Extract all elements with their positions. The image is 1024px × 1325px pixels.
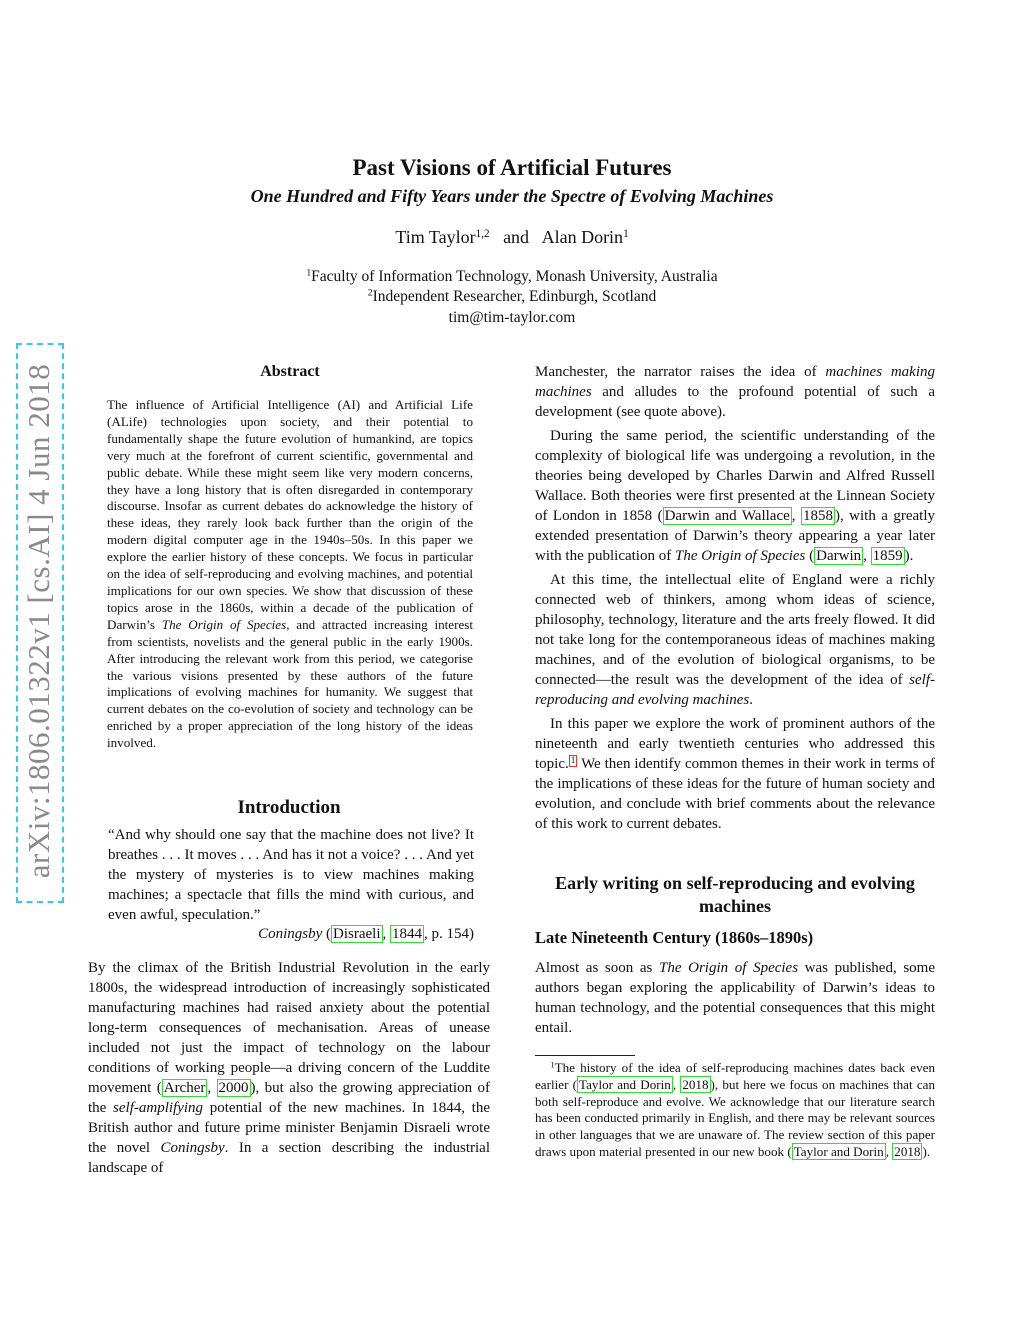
- paragraph-text: ), with a greatly extended presentation of Darwin’s theory appearing a year later with the publication of: [535, 508, 936, 564]
- footnote-rule: [535, 1055, 635, 1056]
- citation-link-author[interactable]: Darwin: [816, 548, 862, 564]
- abstract-text: , and attracted increasing interest from scientists, novelists and the general public in the early 1900s. After introducing the relevant work from this period, we categorise the various visions presented by these authors of the future implications of evolving machines for humanity. We suggest that current debates on the co-evolution of society and technology can be enriched by a proper appreciation of the long history of the ideas involved.: [107, 616, 473, 751]
- affiliation-1: [0, 268, 1024, 286]
- citation-link-year[interactable]: 2000: [218, 1080, 249, 1096]
- introduction-paragraph: [88, 958, 490, 1178]
- citation-punct: (: [322, 926, 332, 942]
- citation-page: , p. 154): [424, 926, 474, 942]
- emphasis-text: machines making machines: [535, 364, 935, 400]
- paragraph-text: . In a section describing the industrial landscape of: [88, 1140, 490, 1176]
- paragraph-text: During the same period, the scientific understanding of the complexity of biological life was undergoing a revolution, in the theories being developed by Charles Darwin and Alfred Russell Wallace. Both theories were first presented at the Linnean Society of London in 1858 (: [535, 428, 935, 524]
- paragraph: [535, 714, 935, 834]
- paragraph-text: ), but also the growing appreciation of the: [88, 1080, 490, 1116]
- introduction-heading: Introduction: [237, 797, 341, 818]
- paragraph-text: .: [749, 692, 754, 708]
- book-title: The Origin of Species: [674, 548, 806, 564]
- affiliation-2: [0, 288, 1024, 306]
- affiliation-text: Independent Researcher, Edinburgh, Scotland: [372, 288, 657, 305]
- epigraph-book-title: Coningsby: [258, 926, 323, 942]
- affiliation-text: Faculty of Information Technology, Monash University, Australia: [311, 268, 718, 285]
- citation-link-year[interactable]: 2018: [682, 1076, 709, 1092]
- subsection-heading: Late Nineteenth Century (1860s–1890s): [535, 928, 814, 947]
- paragraph-text: Manchester, the narrator raises the idea of: [535, 364, 826, 380]
- author-line: [0, 227, 1024, 248]
- paragraph-text: was published, some authors began exploring the applicability of Darwin’s ideas to human technology, and the potential consequences that this might entail.: [535, 960, 935, 1036]
- footnote-number: 1: [550, 1060, 555, 1070]
- abstract-text: The influence of Artificial Intelligence (AI) and Artificial Life (ALife) technologies upon society, and their potential to fundamentally shape the future evolution of humankind, are topics very much at the forefront of current scientific, governmental and public debate. While these might seem like very modern concerns, they have a long history that is often disregarded in contemporary discourse. Insofar as current debates do acknowledge the history of these ideas, they rarely look back further than the origin of the modern digital computer age in the 1940s–50s. In this paper we explore the earlier history of these concepts. We focus in particular on the idea of self-reproducing and evolving machines, and potential implications for our own species. We show that discussion of these topics arose in the 1860s, within a decade of the publication of Darwin’s: [107, 397, 473, 632]
- right-column-body: [535, 362, 935, 838]
- emphasis-text: self-reproducing and evolving machines: [535, 672, 935, 708]
- footnote-text: ), but here we focus on machines that can both self-reproduce and evolve. We acknowledge that our literature search has been conducted primarily in English, and there may be relevant sources in other languages that we are unaware of. The review section of this paper draws upon material presented in our new book (: [535, 1076, 935, 1159]
- citation-link-author[interactable]: Darwin and Wallace: [664, 508, 790, 524]
- contact-email[interactable]: tim@tim-taylor.com: [448, 309, 576, 326]
- arxiv-stamp-text: arXiv:1806.01322v1 [cs.AI] 4 Jun 2018: [21, 363, 56, 879]
- paragraph-text: Almost as soon as: [535, 960, 660, 976]
- footnote: [535, 1060, 935, 1161]
- paragraph: [535, 362, 935, 422]
- citation-link-author[interactable]: Disraeli: [333, 926, 381, 942]
- epigraph-citation: [108, 926, 474, 943]
- affiliation-marker: 1: [306, 267, 312, 279]
- author-name: Tim Taylor: [395, 227, 476, 247]
- paper-subtitle: One Hundred and Fifty Years under the Spectre of Evolving Machines: [250, 186, 774, 206]
- citation-punct: ,: [863, 548, 871, 564]
- citation-punct: ,: [885, 1143, 893, 1159]
- citation-punct: ,: [791, 508, 801, 524]
- author-affiliation-marker: 1,2: [475, 227, 490, 240]
- citation-link-year[interactable]: 1859: [872, 548, 903, 564]
- paragraph-text: potential of the new machines. In 1844, the British author and future prime minister Benjamin Disraeli wrote the novel: [88, 1100, 491, 1156]
- paragraph-text: In this paper we explore the work of prominent authors of the nineteenth and early twentieth centuries who addressed this topic.: [535, 716, 935, 772]
- paragraph-text: ).: [904, 548, 914, 564]
- footnote-ref-link[interactable]: 1: [570, 755, 576, 766]
- paragraph-text: We then identify common themes in their work in terms of the implications of these ideas for the future of human society and evolution, and conclude with brief comments about the relevance of this work to current debates.: [535, 756, 935, 832]
- paragraph: [535, 426, 935, 566]
- paragraph-text: At this time, the intellectual elite of England were a richly connected web of thinkers, among whom ideas of science, philosophy, technology, literature and the arts freely flowed. It did not take long for the contemporaneous ideas of machines making machines, and of the evolution of biological organisms, to be connected—the result was the development of the idea of: [535, 572, 935, 688]
- paragraph: [535, 570, 935, 710]
- footnote-text: The history of the idea of self-reproducing machines dates back even earlier (: [535, 1060, 935, 1092]
- subsection-paragraph: [535, 958, 935, 1038]
- citation-link-author[interactable]: Taylor and Dorin: [793, 1143, 884, 1159]
- citation-punct: (: [805, 548, 815, 564]
- abstract-heading: Abstract: [260, 363, 320, 380]
- paragraph-text: and alludes to the profound potential of such a development (see quote above).: [535, 384, 935, 420]
- section-heading: Early writing on self-reproducing and evolving machines: [555, 873, 915, 916]
- book-title: The Origin of Species: [659, 960, 799, 976]
- book-title: Coningsby: [160, 1140, 225, 1156]
- abstract-section: [107, 363, 473, 752]
- footnote-text: ).: [922, 1143, 931, 1159]
- author-name: Alan Dorin: [541, 227, 624, 247]
- citation-link-year[interactable]: 1844: [392, 926, 422, 942]
- author-affiliation-marker: 1: [623, 227, 629, 240]
- citation-punct: ,: [382, 926, 390, 942]
- arxiv-stamp[interactable]: [16, 343, 66, 903]
- citation-link-year[interactable]: 2018: [894, 1143, 921, 1159]
- author-conjunction: and: [503, 227, 530, 247]
- epigraph-quote: “And why should one say that the machine does not live? It breathes . . . It moves . . . And has it not a voice? . . . And yet the mystery of mysteries is to view machines making machines; a spectacle that fills the mind with curious, and even awful, speculation.”: [108, 827, 474, 923]
- paragraph-text: By the climax of the British Industrial Revolution in the early 1800s, the widespread introduction of increasingly sophisticated manufacturing machines had raised anxiety about the potential long-term consequences of mechanisation. Areas of unease included not just the impact of technology on the labour conditions of working people—a driving concern of the Luddite movement (: [88, 960, 490, 1096]
- citation-link-author[interactable]: Archer: [163, 1080, 206, 1096]
- paper-title: Past Visions of Artificial Futures: [352, 155, 672, 180]
- abstract-book-title: The Origin of Species: [161, 616, 287, 632]
- citation-punct: ,: [672, 1076, 681, 1092]
- emphasis-text: self-amplifying: [113, 1100, 204, 1116]
- citation-punct: ,: [207, 1080, 217, 1096]
- abstract-body: [107, 397, 473, 752]
- citation-link-year[interactable]: 1858: [802, 508, 833, 524]
- affiliation-marker: 2: [367, 287, 373, 299]
- citation-link-author[interactable]: Taylor and Dorin: [579, 1076, 671, 1092]
